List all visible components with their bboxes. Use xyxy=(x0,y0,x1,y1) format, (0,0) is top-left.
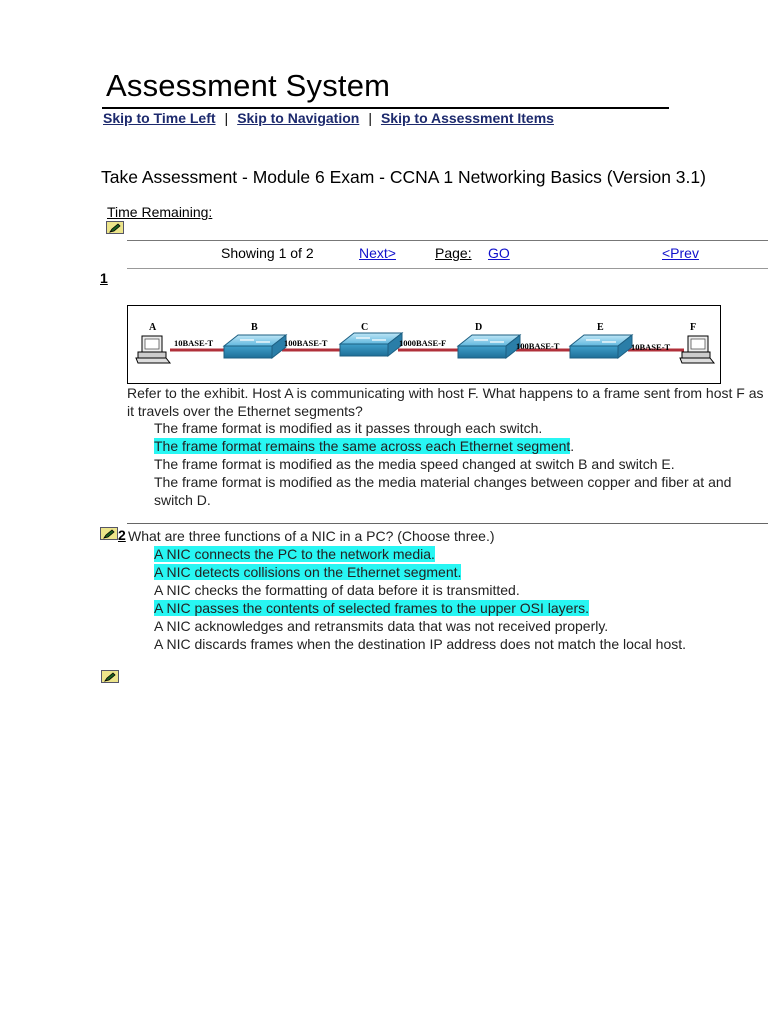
node-label-d: D xyxy=(475,322,483,333)
title-divider xyxy=(102,107,669,109)
page-label: Page: xyxy=(435,245,472,261)
skip-to-navigation-link[interactable]: Skip to Navigation xyxy=(237,110,360,126)
node-label-b: B xyxy=(251,322,258,333)
answer-text: The frame format is modified as the media speed changed at switch B and switch E. xyxy=(154,456,675,472)
q1-answer-2[interactable] xyxy=(154,437,768,455)
pencil-icon xyxy=(104,672,116,682)
exhibit-diagram xyxy=(128,306,720,383)
q2-answer-1[interactable] xyxy=(154,545,768,563)
answer-text: The frame format is modified as the media material changes between copper and fiber at and switch D. xyxy=(154,474,732,508)
bottom-flag-button[interactable] xyxy=(101,670,119,683)
node-label-a: A xyxy=(149,322,157,333)
nav-divider-bottom xyxy=(127,268,768,269)
answer-text: A NIC checks the formatting of data before it is transmitted. xyxy=(154,582,520,598)
time-remaining-toggle-button[interactable] xyxy=(106,221,124,234)
page-title: Assessment System xyxy=(106,68,391,103)
switch-c-icon xyxy=(340,333,402,356)
go-link[interactable]: GO xyxy=(488,245,510,261)
answer-text-highlighted: The frame format remains the same across each Ethernet segment xyxy=(154,438,571,454)
q2-answer-6[interactable] xyxy=(154,635,768,653)
switch-b-icon xyxy=(224,335,286,358)
skip-links-bar xyxy=(103,110,554,126)
question-number-2: 2 xyxy=(118,527,126,543)
skip-to-assessment-items-link[interactable]: Skip to Assessment Items xyxy=(380,110,554,126)
node-label-c: C xyxy=(361,322,369,333)
question-1-text: Refer to the exhibit. Host A is communicating with host F. What happens to a frame sent from host F as it travels over the Ethernet segments? xyxy=(127,385,764,419)
question-2-flag-button[interactable] xyxy=(100,527,118,540)
switch-d-icon xyxy=(458,335,520,358)
host-f-computer-icon xyxy=(680,336,714,363)
answer-text: A NIC discards frames when the destination IP address does not match the local host. xyxy=(154,636,687,652)
answer-text: The frame format is modified as it passes through each switch. xyxy=(154,420,543,436)
node-label-f: F xyxy=(690,322,697,333)
pencil-icon xyxy=(109,223,121,233)
host-a-computer-icon xyxy=(136,336,170,363)
showing-count: Showing 1 of 2 xyxy=(221,245,314,261)
skip-separator: | xyxy=(368,110,372,126)
assessment-title: Take Assessment - Module 6 Exam - CCNA 1 Networking Basics (Version 3.1) xyxy=(101,167,706,187)
nav-divider-top xyxy=(127,240,768,241)
answer-text: A NIC acknowledges and retransmits data that was not received properly. xyxy=(154,618,609,634)
answer-text-highlighted: A NIC detects collisions on the Ethernet segment. xyxy=(154,564,462,580)
q2-answer-2[interactable] xyxy=(154,563,768,581)
next-link[interactable]: Next> xyxy=(359,245,396,261)
switch-e-icon xyxy=(570,335,632,358)
network-exhibit xyxy=(127,305,721,384)
q1-answer-3[interactable] xyxy=(154,455,768,473)
q1-answer-4[interactable] xyxy=(154,473,768,509)
node-label-e: E xyxy=(597,322,604,333)
q2-answer-3[interactable] xyxy=(154,581,768,599)
q1-answer-1[interactable] xyxy=(154,419,768,437)
link-label-4: 100BASE-T xyxy=(516,341,560,351)
q2-answer-4[interactable] xyxy=(154,599,768,617)
question-divider xyxy=(127,523,768,524)
link-label-2: 100BASE-T xyxy=(284,338,328,348)
pencil-icon xyxy=(103,529,115,539)
skip-to-time-left-link[interactable]: Skip to Time Left xyxy=(103,110,216,126)
answer-suffix: . xyxy=(570,438,575,454)
question-number-1: 1 xyxy=(100,270,108,286)
prev-link[interactable]: <Prev xyxy=(662,245,699,261)
answer-text-highlighted: A NIC connects the PC to the network media. xyxy=(154,546,435,562)
link-label-5: 10BASE-T xyxy=(631,342,671,352)
skip-separator: | xyxy=(224,110,229,126)
link-label-3: 1000BASE-F xyxy=(399,338,447,348)
link-label-1: 10BASE-T xyxy=(174,338,214,348)
answer-text-highlighted: A NIC passes the contents of selected frames to the upper OSI layers. xyxy=(154,600,589,616)
q2-answer-5[interactable] xyxy=(154,617,768,635)
time-remaining-label: Time Remaining: xyxy=(107,204,213,220)
question-2-text: What are three functions of a NIC in a PC? (Choose three.) xyxy=(128,528,495,544)
